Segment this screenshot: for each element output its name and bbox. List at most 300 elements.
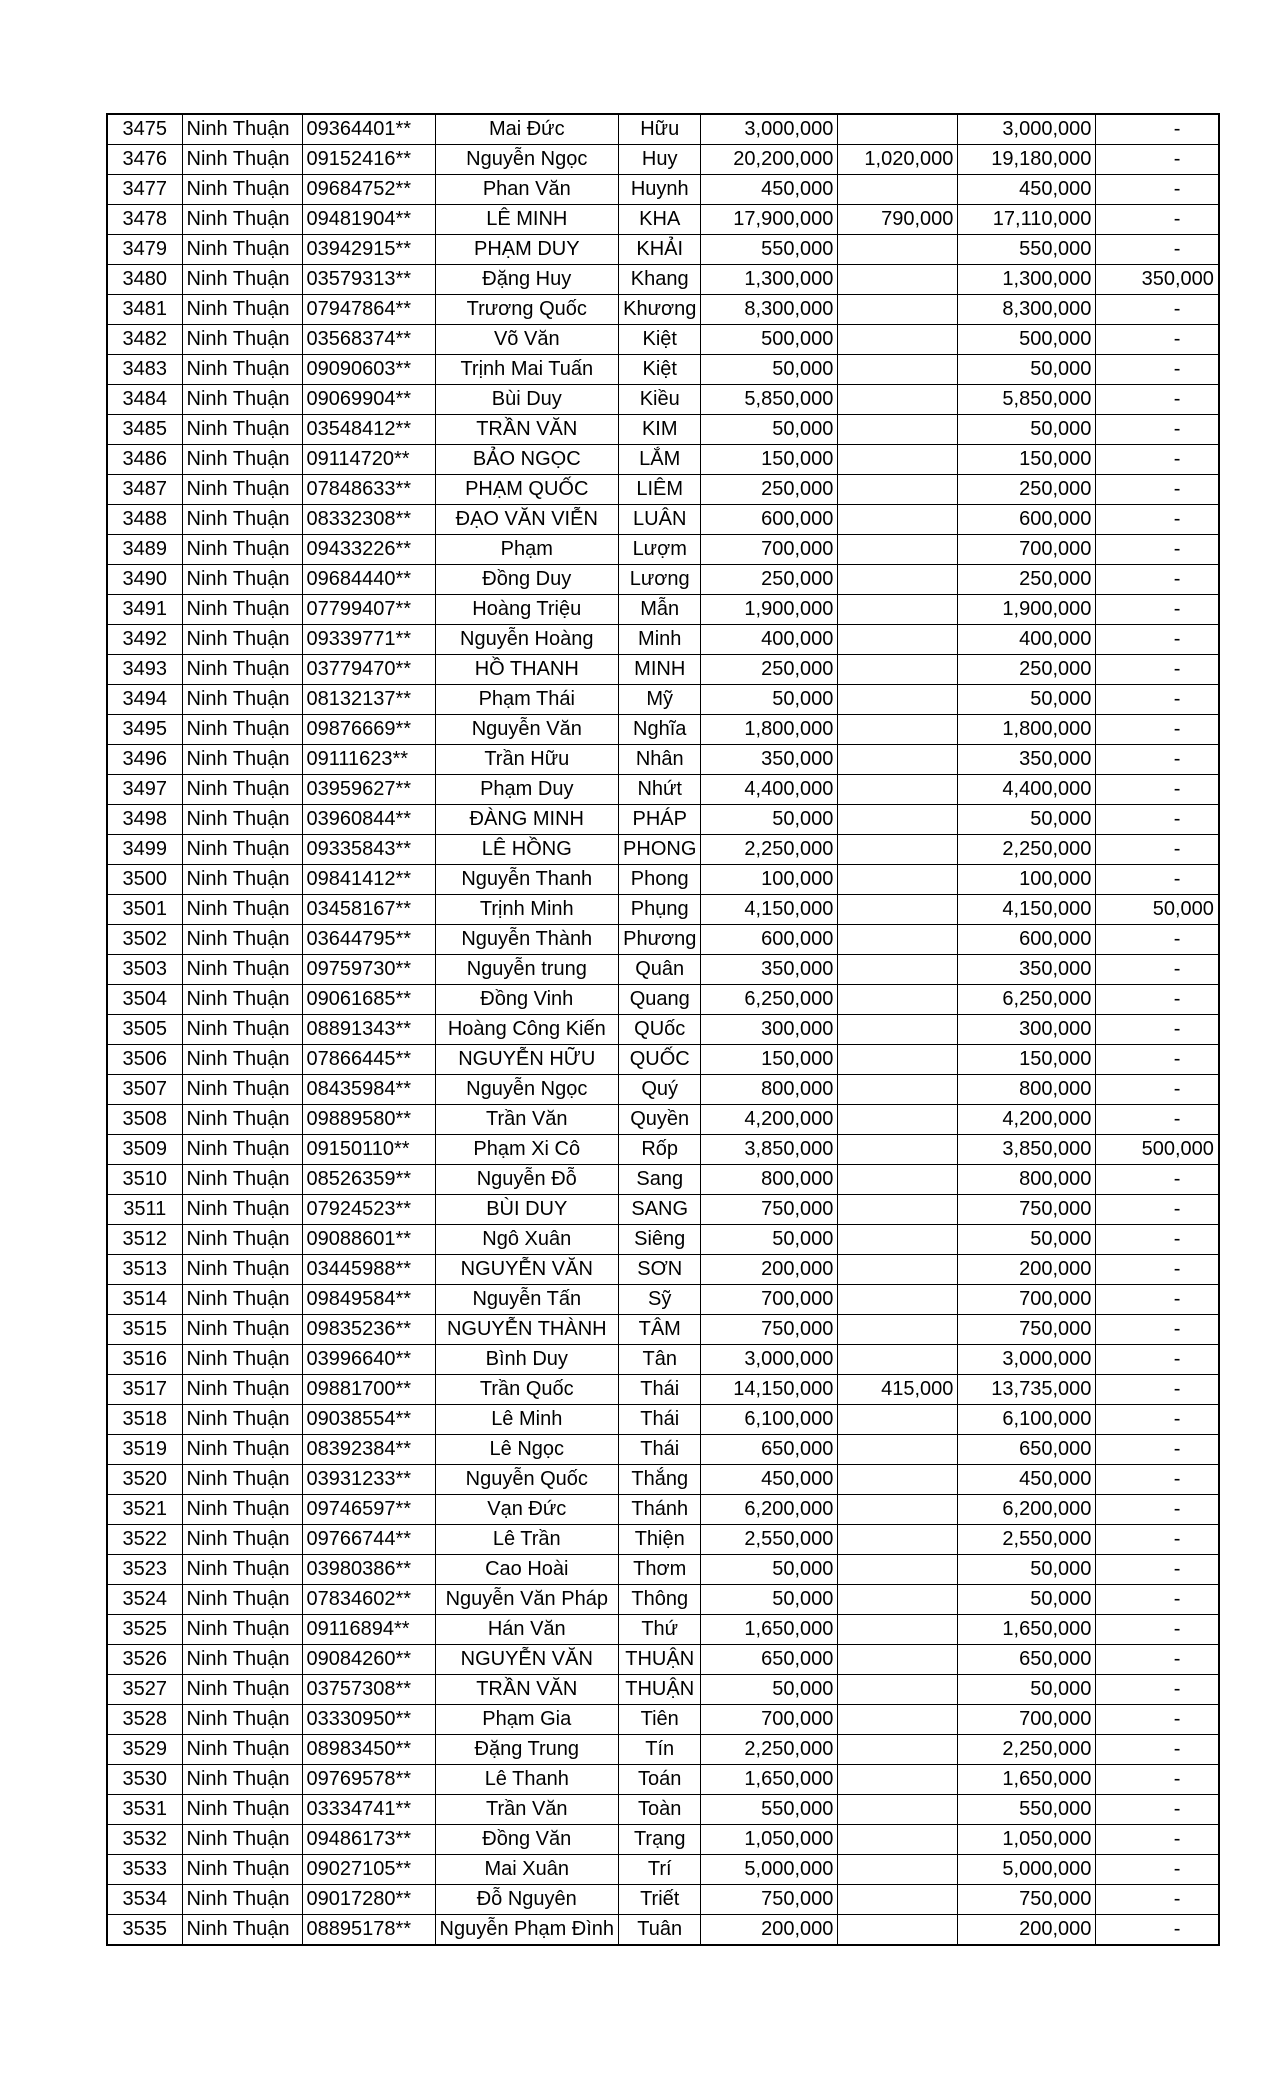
given-name-cell: Thơm xyxy=(619,1555,701,1585)
row-number-cell: 3512 xyxy=(107,1225,182,1255)
amount-extra-cell: - xyxy=(1096,1525,1219,1555)
phone-number-cell: 03548412** xyxy=(302,415,435,445)
amount-net-cell: 6,100,000 xyxy=(958,1405,1096,1435)
province-cell: Ninh Thuận xyxy=(182,1015,302,1045)
amount-deduction-cell xyxy=(838,1675,958,1705)
amount-total-cell: 400,000 xyxy=(701,625,838,655)
table-row xyxy=(107,1855,1219,1885)
table-row xyxy=(107,1885,1219,1915)
row-number-cell: 3513 xyxy=(107,1255,182,1285)
family-name-cell: BÙI DUY xyxy=(435,1195,619,1225)
amount-net-cell: 700,000 xyxy=(958,1705,1096,1735)
given-name-cell: Thái xyxy=(619,1375,701,1405)
amount-extra-cell: - xyxy=(1096,1495,1219,1525)
given-name-cell: Hữu xyxy=(619,114,701,145)
province-cell: Ninh Thuận xyxy=(182,1165,302,1195)
amount-deduction-cell xyxy=(838,895,958,925)
amount-deduction-cell xyxy=(838,1315,958,1345)
province-cell: Ninh Thuận xyxy=(182,1555,302,1585)
amount-deduction-cell xyxy=(838,114,958,145)
amount-total-cell: 650,000 xyxy=(701,1435,838,1465)
amount-total-cell: 200,000 xyxy=(701,1255,838,1285)
amount-extra-cell: - xyxy=(1096,1435,1219,1465)
given-name-cell: Trí xyxy=(619,1855,701,1885)
family-name-cell: Trần Văn xyxy=(435,1795,619,1825)
table-row xyxy=(107,295,1219,325)
amount-deduction-cell xyxy=(838,1855,958,1885)
row-number-cell: 3509 xyxy=(107,1135,182,1165)
province-cell: Ninh Thuận xyxy=(182,1675,302,1705)
family-name-cell: Nguyễn Quốc xyxy=(435,1465,619,1495)
amount-deduction-cell xyxy=(838,775,958,805)
amount-deduction-cell xyxy=(838,415,958,445)
amount-deduction-cell xyxy=(838,625,958,655)
amount-extra-cell: - xyxy=(1096,1255,1219,1285)
amount-net-cell: 600,000 xyxy=(958,505,1096,535)
amount-net-cell: 100,000 xyxy=(958,865,1096,895)
province-cell: Ninh Thuận xyxy=(182,475,302,505)
amount-deduction-cell xyxy=(838,175,958,205)
table-row xyxy=(107,1555,1219,1585)
amount-deduction-cell xyxy=(838,1195,958,1225)
amount-total-cell: 650,000 xyxy=(701,1645,838,1675)
province-cell: Ninh Thuận xyxy=(182,685,302,715)
table-row xyxy=(107,1045,1219,1075)
given-name-cell: SƠN xyxy=(619,1255,701,1285)
amount-extra-cell: - xyxy=(1096,1855,1219,1885)
table-row xyxy=(107,1405,1219,1435)
table-row xyxy=(107,1675,1219,1705)
phone-number-cell: 09090603** xyxy=(302,355,435,385)
phone-number-cell: 09759730** xyxy=(302,955,435,985)
amount-net-cell: 1,650,000 xyxy=(958,1765,1096,1795)
amount-deduction-cell xyxy=(838,235,958,265)
family-name-cell: Phạm xyxy=(435,535,619,565)
amount-extra-cell: - xyxy=(1096,835,1219,865)
row-number-cell: 3486 xyxy=(107,445,182,475)
amount-extra-cell: - xyxy=(1096,1315,1219,1345)
amount-extra-cell: - xyxy=(1096,1885,1219,1915)
given-name-cell: Lương xyxy=(619,565,701,595)
family-name-cell: TRẦN VĂN xyxy=(435,1675,619,1705)
table-row xyxy=(107,985,1219,1015)
amount-total-cell: 2,250,000 xyxy=(701,1735,838,1765)
province-cell: Ninh Thuận xyxy=(182,1645,302,1675)
amount-net-cell: 700,000 xyxy=(958,1285,1096,1315)
amount-extra-cell: - xyxy=(1096,355,1219,385)
amount-extra-cell: - xyxy=(1096,745,1219,775)
family-name-cell: Hán Văn xyxy=(435,1615,619,1645)
table-row xyxy=(107,385,1219,415)
amount-net-cell: 750,000 xyxy=(958,1195,1096,1225)
family-name-cell: Phạm Thái xyxy=(435,685,619,715)
amount-total-cell: 600,000 xyxy=(701,505,838,535)
province-cell: Ninh Thuận xyxy=(182,1765,302,1795)
row-number-cell: 3514 xyxy=(107,1285,182,1315)
amount-deduction-cell: 790,000 xyxy=(838,205,958,235)
amount-total-cell: 700,000 xyxy=(701,1285,838,1315)
data-table xyxy=(106,113,1220,1946)
amount-deduction-cell xyxy=(838,1465,958,1495)
province-cell: Ninh Thuận xyxy=(182,1285,302,1315)
phone-number-cell: 09746597** xyxy=(302,1495,435,1525)
phone-number-cell: 03330950** xyxy=(302,1705,435,1735)
table-row xyxy=(107,865,1219,895)
phone-number-cell: 09335843** xyxy=(302,835,435,865)
amount-total-cell: 6,200,000 xyxy=(701,1495,838,1525)
given-name-cell: Quân xyxy=(619,955,701,985)
amount-net-cell: 750,000 xyxy=(958,1885,1096,1915)
phone-number-cell: 03931233** xyxy=(302,1465,435,1495)
row-number-cell: 3525 xyxy=(107,1615,182,1645)
amount-extra-cell: - xyxy=(1096,685,1219,715)
amount-deduction-cell xyxy=(838,1405,958,1435)
amount-extra-cell: - xyxy=(1096,205,1219,235)
family-name-cell: Đồng Vinh xyxy=(435,985,619,1015)
given-name-cell: SANG xyxy=(619,1195,701,1225)
given-name-cell: Tiên xyxy=(619,1705,701,1735)
amount-total-cell: 750,000 xyxy=(701,1315,838,1345)
phone-number-cell: 08983450** xyxy=(302,1735,435,1765)
table-row xyxy=(107,265,1219,295)
amount-total-cell: 50,000 xyxy=(701,415,838,445)
row-number-cell: 3503 xyxy=(107,955,182,985)
row-number-cell: 3483 xyxy=(107,355,182,385)
family-name-cell: Đồng Duy xyxy=(435,565,619,595)
phone-number-cell: 03757308** xyxy=(302,1675,435,1705)
table-row xyxy=(107,1165,1219,1195)
row-number-cell: 3499 xyxy=(107,835,182,865)
amount-deduction-cell: 415,000 xyxy=(838,1375,958,1405)
amount-deduction-cell xyxy=(838,745,958,775)
given-name-cell: Phong xyxy=(619,865,701,895)
amount-total-cell: 450,000 xyxy=(701,175,838,205)
amount-deduction-cell xyxy=(838,1015,958,1045)
amount-extra-cell: - xyxy=(1096,1765,1219,1795)
table-row xyxy=(107,805,1219,835)
family-name-cell: Hoàng Công Kiến xyxy=(435,1015,619,1045)
amount-net-cell: 1,900,000 xyxy=(958,595,1096,625)
amount-net-cell: 50,000 xyxy=(958,1555,1096,1585)
amount-total-cell: 500,000 xyxy=(701,325,838,355)
amount-extra-cell: - xyxy=(1096,1375,1219,1405)
amount-deduction-cell xyxy=(838,1105,958,1135)
amount-total-cell: 750,000 xyxy=(701,1885,838,1915)
family-name-cell: Trịnh Minh xyxy=(435,895,619,925)
amount-net-cell: 300,000 xyxy=(958,1015,1096,1045)
given-name-cell: KHA xyxy=(619,205,701,235)
table-row xyxy=(107,1615,1219,1645)
table-row xyxy=(107,1135,1219,1165)
amount-deduction-cell xyxy=(838,1225,958,1255)
province-cell: Ninh Thuận xyxy=(182,1825,302,1855)
amount-extra-cell: - xyxy=(1096,385,1219,415)
amount-total-cell: 350,000 xyxy=(701,955,838,985)
amount-deduction-cell xyxy=(838,1075,958,1105)
phone-number-cell: 09088601** xyxy=(302,1225,435,1255)
phone-number-cell: 09364401** xyxy=(302,114,435,145)
table-row xyxy=(107,1375,1219,1405)
amount-deduction-cell xyxy=(838,445,958,475)
phone-number-cell: 09841412** xyxy=(302,865,435,895)
table-row xyxy=(107,1015,1219,1045)
province-cell: Ninh Thuận xyxy=(182,114,302,145)
phone-number-cell: 03959627** xyxy=(302,775,435,805)
row-number-cell: 3496 xyxy=(107,745,182,775)
province-cell: Ninh Thuận xyxy=(182,1525,302,1555)
given-name-cell: Rốp xyxy=(619,1135,701,1165)
row-number-cell: 3522 xyxy=(107,1525,182,1555)
amount-extra-cell: - xyxy=(1096,1195,1219,1225)
table-row xyxy=(107,1525,1219,1555)
table-row xyxy=(107,595,1219,625)
amount-net-cell: 50,000 xyxy=(958,1585,1096,1615)
phone-number-cell: 08132137** xyxy=(302,685,435,715)
table-row xyxy=(107,925,1219,955)
table-row xyxy=(107,685,1219,715)
given-name-cell: Tân xyxy=(619,1345,701,1375)
amount-total-cell: 600,000 xyxy=(701,925,838,955)
row-number-cell: 3501 xyxy=(107,895,182,925)
phone-number-cell: 03960844** xyxy=(302,805,435,835)
given-name-cell: THUẬN xyxy=(619,1645,701,1675)
row-number-cell: 3523 xyxy=(107,1555,182,1585)
phone-number-cell: 03644795** xyxy=(302,925,435,955)
given-name-cell: LẮM xyxy=(619,445,701,475)
amount-extra-cell: - xyxy=(1096,1225,1219,1255)
family-name-cell: Hoàng Triệu xyxy=(435,595,619,625)
amount-net-cell: 4,400,000 xyxy=(958,775,1096,805)
given-name-cell: THUẬN xyxy=(619,1675,701,1705)
given-name-cell: Lượm xyxy=(619,535,701,565)
amount-total-cell: 8,300,000 xyxy=(701,295,838,325)
province-cell: Ninh Thuận xyxy=(182,265,302,295)
family-name-cell: Nguyễn Văn xyxy=(435,715,619,745)
family-name-cell: Bùi Duy xyxy=(435,385,619,415)
amount-extra-cell: - xyxy=(1096,114,1219,145)
amount-deduction-cell xyxy=(838,595,958,625)
amount-extra-cell: - xyxy=(1096,535,1219,565)
family-name-cell: Nguyễn Thanh xyxy=(435,865,619,895)
phone-number-cell: 07866445** xyxy=(302,1045,435,1075)
province-cell: Ninh Thuận xyxy=(182,1435,302,1465)
row-number-cell: 3479 xyxy=(107,235,182,265)
amount-deduction-cell xyxy=(838,1045,958,1075)
amount-deduction-cell xyxy=(838,475,958,505)
amount-extra-cell: - xyxy=(1096,415,1219,445)
amount-net-cell: 800,000 xyxy=(958,1075,1096,1105)
amount-net-cell: 50,000 xyxy=(958,1675,1096,1705)
table-row xyxy=(107,325,1219,355)
amount-deduction-cell xyxy=(838,685,958,715)
given-name-cell: Minh xyxy=(619,625,701,655)
province-cell: Ninh Thuận xyxy=(182,925,302,955)
table-row xyxy=(107,1315,1219,1345)
row-number-cell: 3532 xyxy=(107,1825,182,1855)
amount-net-cell: 200,000 xyxy=(958,1915,1096,1946)
row-number-cell: 3495 xyxy=(107,715,182,745)
province-cell: Ninh Thuận xyxy=(182,775,302,805)
amount-extra-cell: - xyxy=(1096,1285,1219,1315)
amount-deduction-cell xyxy=(838,1135,958,1165)
amount-extra-cell: - xyxy=(1096,1795,1219,1825)
amount-extra-cell: - xyxy=(1096,1825,1219,1855)
amount-total-cell: 6,100,000 xyxy=(701,1405,838,1435)
amount-total-cell: 5,850,000 xyxy=(701,385,838,415)
row-number-cell: 3475 xyxy=(107,114,182,145)
amount-extra-cell: - xyxy=(1096,445,1219,475)
amount-deduction-cell xyxy=(838,505,958,535)
amount-deduction-cell xyxy=(838,1525,958,1555)
amount-deduction-cell xyxy=(838,1165,958,1195)
family-name-cell: Cao Hoài xyxy=(435,1555,619,1585)
given-name-cell: Phụng xyxy=(619,895,701,925)
amount-net-cell: 650,000 xyxy=(958,1645,1096,1675)
family-name-cell: Đặng Trung xyxy=(435,1735,619,1765)
family-name-cell: BẢO NGỌC xyxy=(435,445,619,475)
amount-extra-cell: - xyxy=(1096,1645,1219,1675)
province-cell: Ninh Thuận xyxy=(182,1225,302,1255)
province-cell: Ninh Thuận xyxy=(182,1045,302,1075)
province-cell: Ninh Thuận xyxy=(182,1405,302,1435)
table-row xyxy=(107,1735,1219,1765)
amount-total-cell: 150,000 xyxy=(701,1045,838,1075)
amount-net-cell: 350,000 xyxy=(958,745,1096,775)
row-number-cell: 3500 xyxy=(107,865,182,895)
amount-net-cell: 150,000 xyxy=(958,1045,1096,1075)
family-name-cell: LÊ MINH xyxy=(435,205,619,235)
phone-number-cell: 07947864** xyxy=(302,295,435,325)
phone-number-cell: 09017280** xyxy=(302,1885,435,1915)
table-row xyxy=(107,775,1219,805)
amount-deduction-cell xyxy=(838,1285,958,1315)
family-name-cell: Nguyễn Hoàng xyxy=(435,625,619,655)
amount-net-cell: 1,300,000 xyxy=(958,265,1096,295)
amount-total-cell: 50,000 xyxy=(701,1225,838,1255)
amount-deduction-cell xyxy=(838,295,958,325)
given-name-cell: Nhứt xyxy=(619,775,701,805)
table-row xyxy=(107,1075,1219,1105)
row-number-cell: 3487 xyxy=(107,475,182,505)
row-number-cell: 3527 xyxy=(107,1675,182,1705)
amount-net-cell: 800,000 xyxy=(958,1165,1096,1195)
family-name-cell: Lê Ngọc xyxy=(435,1435,619,1465)
province-cell: Ninh Thuận xyxy=(182,1495,302,1525)
amount-extra-cell: - xyxy=(1096,715,1219,745)
phone-number-cell: 08392384** xyxy=(302,1435,435,1465)
row-number-cell: 3498 xyxy=(107,805,182,835)
family-name-cell: Mai Xuân xyxy=(435,1855,619,1885)
amount-net-cell: 4,150,000 xyxy=(958,895,1096,925)
amount-net-cell: 5,850,000 xyxy=(958,385,1096,415)
province-cell: Ninh Thuận xyxy=(182,205,302,235)
amount-total-cell: 200,000 xyxy=(701,1915,838,1946)
row-number-cell: 3524 xyxy=(107,1585,182,1615)
province-cell: Ninh Thuận xyxy=(182,325,302,355)
table-row xyxy=(107,1435,1219,1465)
amount-net-cell: 50,000 xyxy=(958,415,1096,445)
province-cell: Ninh Thuận xyxy=(182,715,302,745)
given-name-cell: QUỐC xyxy=(619,1045,701,1075)
given-name-cell: Huynh xyxy=(619,175,701,205)
amount-deduction-cell xyxy=(838,1615,958,1645)
amount-extra-cell: - xyxy=(1096,475,1219,505)
amount-net-cell: 8,300,000 xyxy=(958,295,1096,325)
province-cell: Ninh Thuận xyxy=(182,1735,302,1765)
given-name-cell: LIÊM xyxy=(619,475,701,505)
amount-extra-cell: - xyxy=(1096,1585,1219,1615)
given-name-cell: Quang xyxy=(619,985,701,1015)
row-number-cell: 3476 xyxy=(107,145,182,175)
amount-extra-cell: - xyxy=(1096,655,1219,685)
amount-net-cell: 3,000,000 xyxy=(958,114,1096,145)
family-name-cell: NGUYỄN HỮU xyxy=(435,1045,619,1075)
table-row xyxy=(107,1585,1219,1615)
phone-number-cell: 03942915** xyxy=(302,235,435,265)
amount-deduction-cell xyxy=(838,1645,958,1675)
given-name-cell: Kiều xyxy=(619,385,701,415)
amount-extra-cell: - xyxy=(1096,775,1219,805)
amount-total-cell: 17,900,000 xyxy=(701,205,838,235)
family-name-cell: Đồng Văn xyxy=(435,1825,619,1855)
amount-extra-cell: - xyxy=(1096,1705,1219,1735)
table-body xyxy=(107,114,1219,1945)
amount-deduction-cell xyxy=(838,1795,958,1825)
family-name-cell: Đỗ Nguyên xyxy=(435,1885,619,1915)
given-name-cell: Siêng xyxy=(619,1225,701,1255)
phone-number-cell: 07799407** xyxy=(302,595,435,625)
phone-number-cell: 09038554** xyxy=(302,1405,435,1435)
family-name-cell: Lê Thanh xyxy=(435,1765,619,1795)
phone-number-cell: 09481904** xyxy=(302,205,435,235)
table-row xyxy=(107,415,1219,445)
row-number-cell: 3518 xyxy=(107,1405,182,1435)
amount-net-cell: 350,000 xyxy=(958,955,1096,985)
amount-extra-cell: - xyxy=(1096,565,1219,595)
table-row xyxy=(107,235,1219,265)
row-number-cell: 3485 xyxy=(107,415,182,445)
given-name-cell: Thánh xyxy=(619,1495,701,1525)
given-name-cell: Phương xyxy=(619,925,701,955)
given-name-cell: Toán xyxy=(619,1765,701,1795)
row-number-cell: 3489 xyxy=(107,535,182,565)
amount-extra-cell: 500,000 xyxy=(1096,1135,1219,1165)
phone-number-cell: 03779470** xyxy=(302,655,435,685)
row-number-cell: 3494 xyxy=(107,685,182,715)
table-row xyxy=(107,1465,1219,1495)
amount-total-cell: 2,250,000 xyxy=(701,835,838,865)
amount-total-cell: 150,000 xyxy=(701,445,838,475)
row-number-cell: 3511 xyxy=(107,1195,182,1225)
amount-extra-cell: - xyxy=(1096,1075,1219,1105)
row-number-cell: 3491 xyxy=(107,595,182,625)
amount-total-cell: 14,150,000 xyxy=(701,1375,838,1405)
amount-total-cell: 450,000 xyxy=(701,1465,838,1495)
family-name-cell: Phạm Duy xyxy=(435,775,619,805)
row-number-cell: 3510 xyxy=(107,1165,182,1195)
given-name-cell: Toàn xyxy=(619,1795,701,1825)
amount-total-cell: 4,200,000 xyxy=(701,1105,838,1135)
amount-total-cell: 300,000 xyxy=(701,1015,838,1045)
given-name-cell: Mỹ xyxy=(619,685,701,715)
row-number-cell: 3533 xyxy=(107,1855,182,1885)
table-row xyxy=(107,175,1219,205)
amount-deduction-cell xyxy=(838,1825,958,1855)
amount-extra-cell: - xyxy=(1096,1105,1219,1135)
given-name-cell: MINH xyxy=(619,655,701,685)
phone-number-cell: 09684440** xyxy=(302,565,435,595)
table-row xyxy=(107,955,1219,985)
